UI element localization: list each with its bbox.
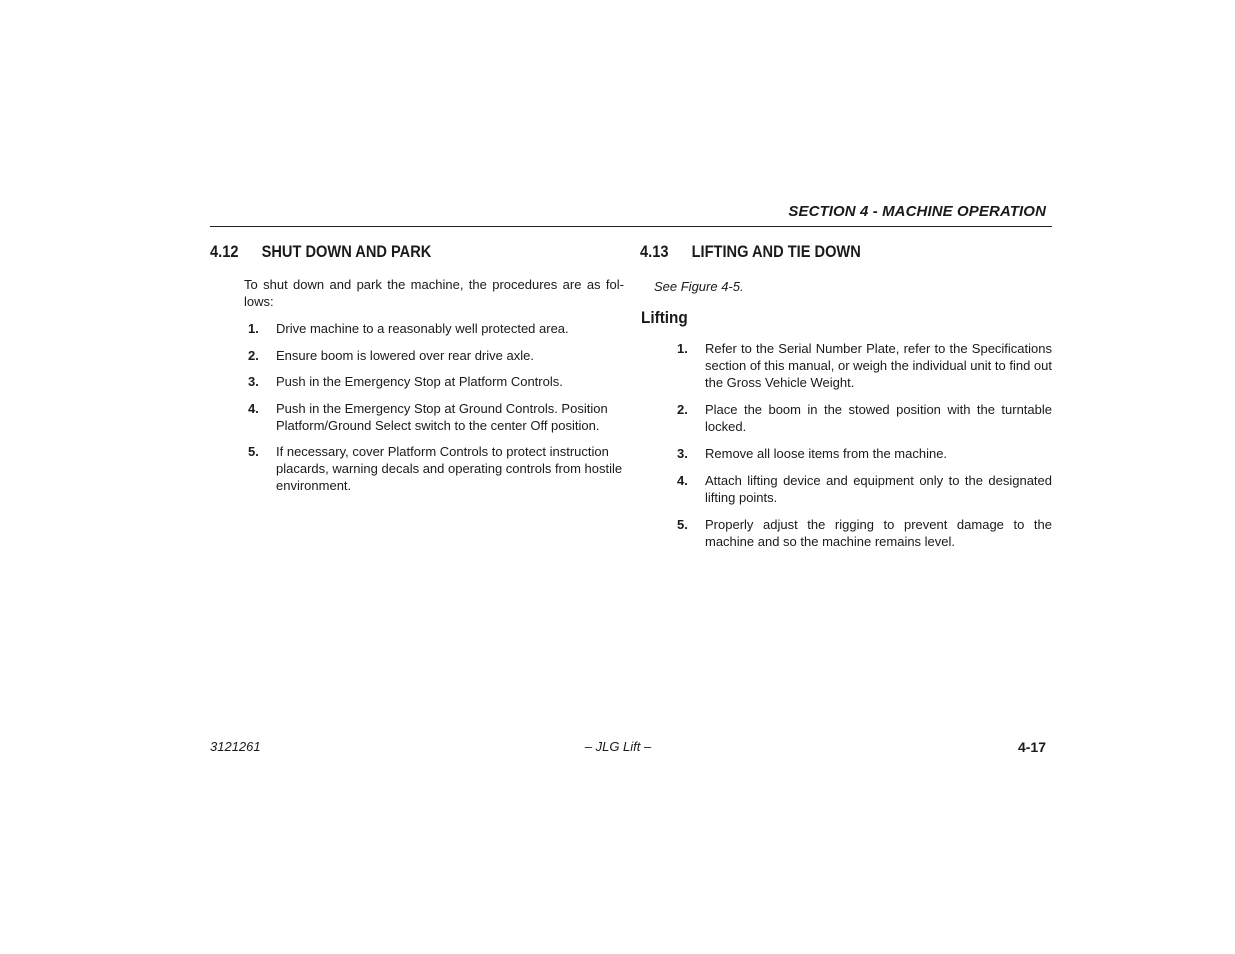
step-text: Drive machine to a reasonably well protected area. bbox=[276, 321, 569, 336]
step-number: 2. bbox=[677, 402, 688, 417]
list-item bbox=[248, 443, 624, 494]
page-number: 4-17 bbox=[1017, 739, 1046, 755]
step-text: Place the boom in the stowed position with the turntable locked. bbox=[705, 402, 1052, 434]
step-number: 3. bbox=[677, 446, 688, 461]
step-text: Remove all loose items from the machine. bbox=[705, 446, 948, 461]
section-title-lifting-tie-down bbox=[640, 240, 994, 264]
section-title-shut-down bbox=[210, 240, 566, 264]
list-item bbox=[677, 401, 1052, 435]
list-item bbox=[677, 472, 1052, 506]
step-number: 5. bbox=[248, 444, 259, 459]
shut-down-section bbox=[210, 240, 624, 504]
subsection-title: Lifting bbox=[641, 308, 688, 327]
step-text: Push in the Emergency Stop at Ground Controls. Position Platform/Ground Select switch to the center Off position. bbox=[276, 400, 608, 433]
step-number: 3. bbox=[248, 374, 259, 389]
list-item bbox=[677, 516, 1052, 550]
step-text: Properly adjust the rigging to prevent damage to the machine and so the machine remains level. bbox=[705, 517, 1052, 549]
footer-brand: – JLG Lift – bbox=[584, 739, 652, 754]
figure-reference: See Figure 4-5. bbox=[654, 279, 744, 294]
step-text: If necessary, cover Platform Controls to protect instruction placards, warning decals and operating controls from hostile environment. bbox=[276, 444, 623, 493]
step-text: Attach lifting device and equipment only to the designated lifting points. bbox=[705, 473, 1052, 505]
step-number: 2. bbox=[248, 347, 259, 363]
section-number: 4.12 bbox=[210, 242, 239, 261]
lifting-section bbox=[640, 240, 1052, 560]
intro-paragraph: To shut down and park the machine, the procedures are as fol-lows: bbox=[244, 277, 624, 309]
list-item bbox=[248, 400, 624, 434]
step-text: Refer to the Serial Number Plate, refer to the Specifications section of this manual, or weigh the individual unit to find out the Gross Vehicle Weight. bbox=[705, 341, 1052, 390]
document-number: 3121261 bbox=[210, 739, 261, 754]
list-item bbox=[248, 347, 624, 364]
step-text: Ensure boom is lowered over rear drive axle. bbox=[276, 347, 534, 363]
step-number: 5. bbox=[677, 517, 688, 532]
section-number: 4.13 bbox=[640, 242, 669, 261]
step-number: 4. bbox=[248, 400, 259, 416]
list-item bbox=[248, 373, 624, 390]
step-number: 1. bbox=[248, 321, 259, 336]
step-number: 1. bbox=[677, 341, 688, 356]
shut-down-steps bbox=[248, 320, 624, 494]
header-rule bbox=[210, 226, 1052, 227]
list-item bbox=[677, 445, 1052, 462]
step-number: 4. bbox=[677, 473, 688, 488]
step-text: Push in the Emergency Stop at Platform Controls. bbox=[276, 374, 563, 389]
section-header: SECTION 4 - MACHINE OPERATION bbox=[788, 203, 1046, 220]
section-title-text: SHUT DOWN AND PARK bbox=[261, 242, 432, 261]
lifting-steps bbox=[677, 340, 1052, 550]
list-item bbox=[248, 320, 624, 337]
section-title-text: LIFTING AND TIE DOWN bbox=[691, 242, 861, 261]
list-item bbox=[677, 340, 1052, 391]
